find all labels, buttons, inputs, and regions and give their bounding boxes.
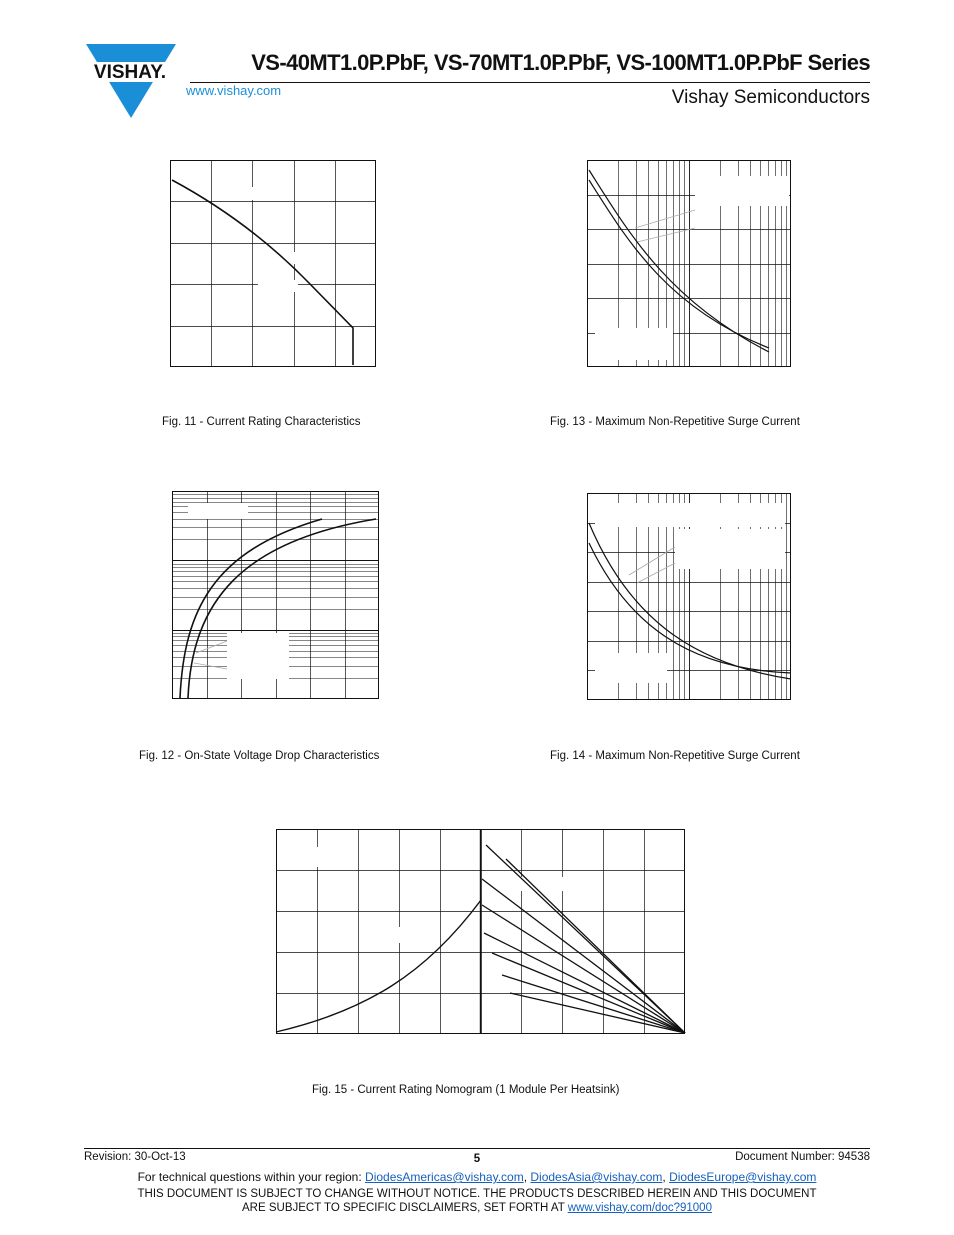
- document-number: Document Number: 94538: [735, 1151, 870, 1163]
- disclaimer: [0, 1188, 954, 1215]
- website-link[interactable]: www.vishay.com: [186, 83, 282, 98]
- fig11-caption: Fig. 11 - Current Rating Characteristics: [162, 416, 361, 428]
- fig13-graph: [587, 160, 791, 367]
- disclaimer-link[interactable]: www.vishay.com/doc?91000: [567, 1201, 712, 1214]
- fig11-graph: [170, 160, 376, 367]
- fig14-graph: [587, 493, 791, 700]
- fig11-label-masks: [236, 187, 298, 292]
- fig14-label-masks: [595, 503, 785, 683]
- fig15-fan-line: [506, 859, 685, 1033]
- fig13-label-masks: [595, 176, 789, 360]
- disclaimer-line-1: THIS DOCUMENT IS SUBJECT TO CHANGE WITHOUT NOTICE. THE PRODUCTS DESCRIBED HEREIN AND THIS DOCUMENT: [137, 1188, 817, 1200]
- fig15-graph: [276, 829, 685, 1034]
- contact-line: For technical questions within your region: DiodesAmericas@vishay.com, DiodesAsia@vishay.com, DiodesEurope@vishay.com: [137, 1170, 817, 1184]
- fig11-curve: [172, 180, 353, 365]
- fig13-caption: Fig. 13 - Maximum Non-Repetitive Surge Current: [550, 416, 800, 428]
- logo-text: VISHAY.: [93, 62, 167, 83]
- fig15-fan-line: [482, 905, 685, 1033]
- email-asia-link[interactable]: DiodesAsia@vishay.com: [530, 1170, 663, 1184]
- fig15-curve: [276, 900, 481, 1032]
- page-number: 5: [473, 1153, 481, 1165]
- vishay-logo: [80, 42, 180, 120]
- header-divider: [190, 82, 870, 83]
- revision-date: Revision: 30-Oct-13: [84, 1151, 186, 1163]
- fig13-leaders: [635, 210, 695, 242]
- email-americas-link[interactable]: DiodesAmericas@vishay.com: [365, 1170, 524, 1184]
- fig15-fan-line: [484, 933, 685, 1033]
- contact-prefix: For technical questions within your region:: [137, 1170, 366, 1184]
- fig15-caption: Fig. 15 - Current Rating Nomogram (1 Module Per Heatsink): [312, 1084, 620, 1096]
- fig14-caption: Fig. 14 - Maximum Non-Repetitive Surge Current: [550, 750, 800, 762]
- fig12-caption: Fig. 12 - On-State Voltage Drop Characteristics: [139, 750, 380, 762]
- fig12-label-masks: [188, 503, 289, 679]
- footer-divider: [84, 1148, 870, 1149]
- disclaimer-line-2: ARE SUBJECT TO SPECIFIC DISCLAIMERS, SET FORTH AT www.vishay.com/doc?91000: [242, 1201, 712, 1214]
- fig12-graph: [172, 491, 379, 699]
- fig15-fan-line: [492, 953, 685, 1033]
- fig15-lines: [482, 845, 685, 1033]
- fig15-label-masks: [290, 847, 574, 943]
- email-europe-link[interactable]: DiodesEurope@vishay.com: [669, 1170, 817, 1184]
- company-name: Vishay Semiconductors: [671, 87, 870, 108]
- document-title: VS-40MT1.0P.PbF, VS-70MT1.0P.PbF, VS-100MT1.0P.PbF Series: [251, 50, 870, 75]
- fig15-fan-line: [502, 975, 685, 1033]
